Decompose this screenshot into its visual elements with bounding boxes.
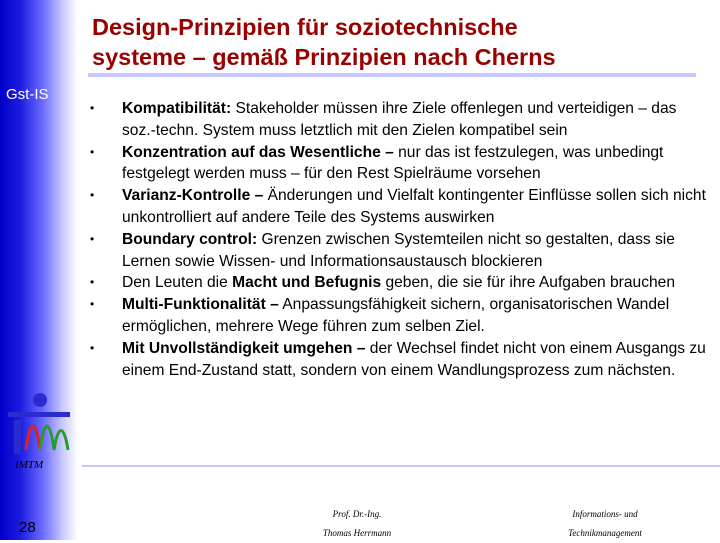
title-divider (88, 73, 696, 77)
bullet-marker: • (90, 101, 95, 115)
bullet-item (82, 98, 714, 142)
slide-title-line-2: systeme – gemäß Prinzipien nach Cherns (92, 44, 556, 70)
bullet-text: Änderungen und Vielfalt kontingenter Einflüsse sollen sich nicht unkontrolliert auf andere Teile des Systems auswirken (122, 187, 706, 226)
logo-green-wave-2 (54, 431, 68, 451)
bullet-bold-text: Varianz-Kontrolle – (122, 187, 264, 205)
bullet-marker: • (90, 275, 95, 290)
page-number: 28 (19, 519, 36, 536)
footer-department (540, 505, 670, 543)
footer-author-line-1: Prof. Dr.-Ing. (332, 509, 382, 519)
footer-author (292, 505, 422, 543)
bullet-text: Stakeholder müssen ihre Ziele offenlegen und verteidigen – das soz.-techn. System muss letztlich mit den Zielen kompatibel sein (122, 100, 677, 139)
bullet-marker: • (90, 231, 95, 246)
bullet-text: Grenzen zwischen Systemteilen nicht so gestalten, dass sie Lernen sowie Wissen- und Informationsaustausch blockieren (122, 230, 675, 270)
logo-red-wave (26, 426, 40, 450)
bullet-item (82, 338, 714, 382)
bullet-marker: • (90, 188, 95, 203)
logo-caption: IMTM (15, 459, 44, 471)
footer-dept-line-1: Informations- und (572, 509, 638, 519)
slide-title (92, 12, 712, 72)
bullet-item (82, 142, 714, 186)
bullet-bold-text: Macht und Befugnis (232, 274, 382, 292)
bullet-bold-text: Boundary control: (122, 230, 258, 248)
bullet-text: der Wechsel findet nicht von einem Ausgangs zu einem End-Zustand statt, sondern von einem Wandlungsprozess zum nächsten. (122, 339, 706, 379)
bullet-marker: • (90, 297, 95, 312)
bullet-item (82, 272, 714, 294)
bullet-item (82, 185, 714, 229)
footer-divider (82, 465, 720, 467)
slide-title-line-1: Design-Prinzipien für soziotechnische (92, 14, 518, 40)
bullet-text: nur das ist festzulegen, was unbedingt festgelegt werden muss – für den Rest Spielräume vorsehen (122, 143, 664, 183)
footer-author-line-2: Thomas Herrmann (322, 528, 392, 538)
bullet-text: Anpassungsfähigkeit sichern, organisatorischen Wandel ermöglichen, mehrere Wege führen zum selben Ziel. (122, 296, 670, 335)
footer-dept-line-2: Technikmanagement (568, 528, 642, 538)
imtm-logo-icon (0, 388, 78, 460)
bullet-item (82, 229, 714, 273)
logo-post-shape (14, 420, 21, 454)
bullet-bold-text: Multi-Funktionalität – (122, 296, 279, 314)
bullet-pre-text: Den Leuten die (122, 274, 233, 292)
bullet-bold-text: Mit Unvollständigkeit umgehen – (122, 339, 366, 357)
sidebar-label: Gst-IS (6, 86, 49, 103)
bullet-text: geben, die sie für ihre Aufgaben brauchen (381, 274, 676, 292)
bullet-list (82, 98, 714, 381)
logo-bar-shape (8, 412, 70, 417)
bullet-bold-text: Konzentration auf das Wesentliche – (122, 143, 394, 161)
bullet-marker: • (90, 144, 95, 159)
logo-green-wave (40, 426, 54, 450)
bullet-marker: • (90, 340, 95, 355)
bullet-item (82, 294, 714, 338)
bullet-bold-text: Kompatibilität: (122, 100, 232, 117)
logo-head-shape (33, 393, 47, 407)
